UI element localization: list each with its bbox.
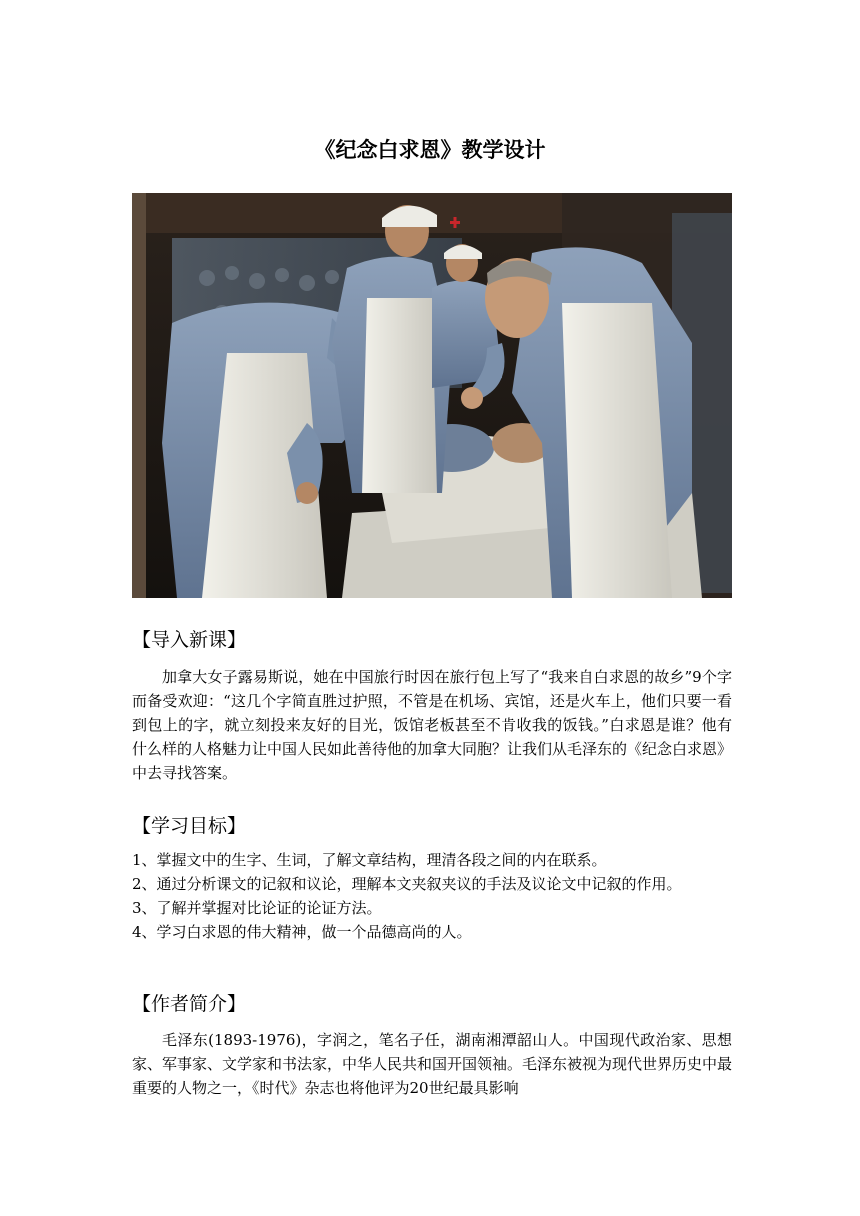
objective-item-2: 2、通过分析课文的记叙和议论，理解本文夹叙夹议的手法及议论文中记叙的作用。	[132, 875, 682, 893]
author-paragraph: 毛泽东(1893-1976)，字润之，笔名子任，湖南湘潭韶山人。中国现代政治家、思想家、军事家、文学家和书法家，中华人民共和国开国领袖。毛泽东被视为现代世界历史中最重要的人物之一，《时代》杂志也将他评为20世纪最具影响	[132, 1031, 733, 1097]
surgery-scene-photo	[132, 193, 732, 598]
intro-paragraph: 加拿大女子露易斯说，她在中国旅行时因在旅行包上写了“我来自白求恩的故乡”9个字而备受欢迎：“这几个字简直胜过护照，不管是在机场、宾馆，还是火车上，他们只要一看到包上的字，就立刻投来友好的目光，饭馆老板甚至不肯收我的饭钱。”白求恩是谁？他有什么样的人格魅力让中国人民如此善待他的加拿大同胞？让我们从毛泽东的《纪念白求恩》中去寻找答案。	[132, 668, 733, 782]
objectives-list	[132, 848, 732, 944]
author-heading: 【作者简介】	[132, 993, 247, 1015]
surgery-scene-illustration	[132, 193, 732, 598]
intro-heading: 【导入新课】	[132, 629, 247, 651]
objective-item-4: 4、学习白求恩的伟大精神，做一个品德高尚的人。	[132, 923, 472, 941]
document-title: 《纪念白求恩》教学设计	[314, 138, 546, 162]
objective-item-1: 1、掌握文中的生字、生词，了解文章结构，理清各段之间的内在联系。	[132, 851, 607, 869]
objective-item-3: 3、了解并掌握对比论证的论证方法。	[132, 899, 382, 917]
objectives-heading: 【学习目标】	[132, 815, 247, 837]
